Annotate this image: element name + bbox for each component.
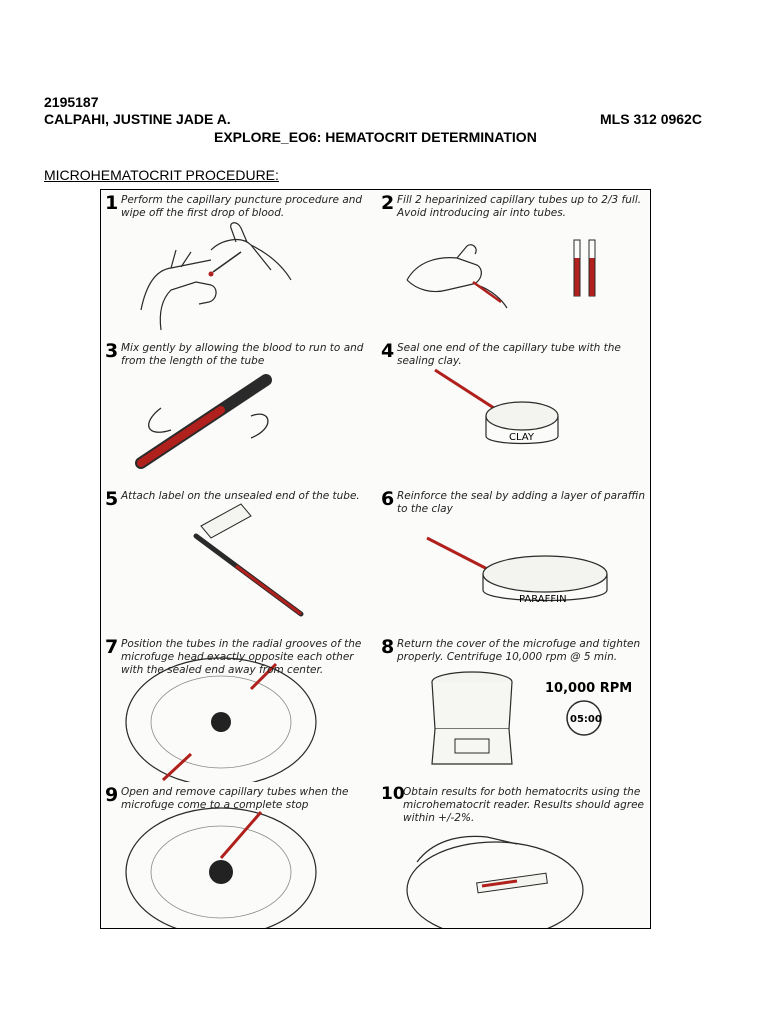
step-1-text: Perform the capillary puncture procedure and wipe off the first drop of blood. — [121, 194, 363, 219]
paraffin-tray-icon — [483, 556, 607, 592]
step-3-number: 3 — [105, 340, 119, 362]
step-10-number: 10 — [381, 784, 405, 804]
step-6-text: Reinforce the seal by adding a layer of paraffin to the clay — [397, 490, 645, 515]
course-code: MLS 312 0962C — [600, 111, 702, 127]
rotor-hub-icon — [211, 712, 231, 732]
step-5-number: 5 — [105, 488, 119, 510]
step-7-number: 7 — [105, 636, 119, 658]
step-9 — [101, 782, 376, 929]
step-7 — [101, 634, 376, 782]
step-4 — [377, 338, 651, 486]
step-7-text: Position the tubes in the radial grooves of the microfuge head exactly opposite each other with the sealed end away from center. — [121, 638, 362, 676]
label-tube-illustration — [101, 486, 376, 634]
step-10-text: Obtain results for both hematocrits using the microhematocrit reader. Results should agree within +/-2%. — [403, 786, 644, 824]
step-9-number: 9 — [105, 784, 119, 806]
step-6-number: 6 — [381, 488, 395, 510]
step-2 — [377, 190, 651, 338]
centrifuge-icon — [432, 682, 512, 729]
procedure-sheet — [100, 189, 651, 929]
step-4-number: 4 — [381, 340, 395, 362]
tube-label-icon — [201, 504, 251, 538]
step-5 — [101, 486, 376, 634]
step-8-number: 8 — [381, 636, 395, 658]
lancet-icon — [213, 252, 241, 272]
page-title: EXPLORE_EO6: HEMATOCRIT DETERMINATION — [214, 129, 537, 145]
rpm-label: 10,000 RPM — [545, 681, 633, 696]
step-1 — [101, 190, 376, 338]
student-id: 2195187 — [44, 94, 99, 110]
step-9-text: Open and remove capillary tubes when the microfuge come to a complete stop — [121, 786, 349, 811]
step-8 — [377, 634, 651, 782]
rotate-arrow-icon — [251, 414, 268, 438]
step-5-text: Attach label on the unsealed end of the tube. — [121, 490, 360, 502]
step-2-text: Fill 2 heparinized capillary tubes up to 2/3 full. Avoid introducing air into tubes. — [397, 194, 642, 219]
clay-label: CLAY — [509, 432, 534, 443]
step-1-number: 1 — [105, 192, 119, 214]
step-3-text: Mix gently by allowing the blood to run to and from the length of the tube — [121, 342, 364, 367]
step-2-number: 2 — [381, 192, 395, 214]
step-10 — [377, 782, 651, 929]
rotate-arrow-icon — [149, 408, 171, 432]
clay-tray-icon — [486, 402, 558, 430]
section-title: MICROHEMATOCRIT PROCEDURE: — [44, 167, 279, 183]
step-6 — [377, 486, 651, 634]
rotor-hub-icon — [209, 860, 233, 884]
timer-label: 05:00 — [570, 714, 602, 725]
step-4-text: Seal one end of the capillary tube with the sealing clay. — [397, 342, 621, 367]
step-3 — [101, 338, 376, 486]
step-8-text: Return the cover of the microfuge and tighten properly. Centrifuge 10,000 rpm @ 5 min. — [397, 638, 641, 663]
student-name: CALPAHI, JUSTINE JADE A. — [44, 111, 231, 127]
paraffin-label: PARAFFIN — [519, 594, 567, 605]
